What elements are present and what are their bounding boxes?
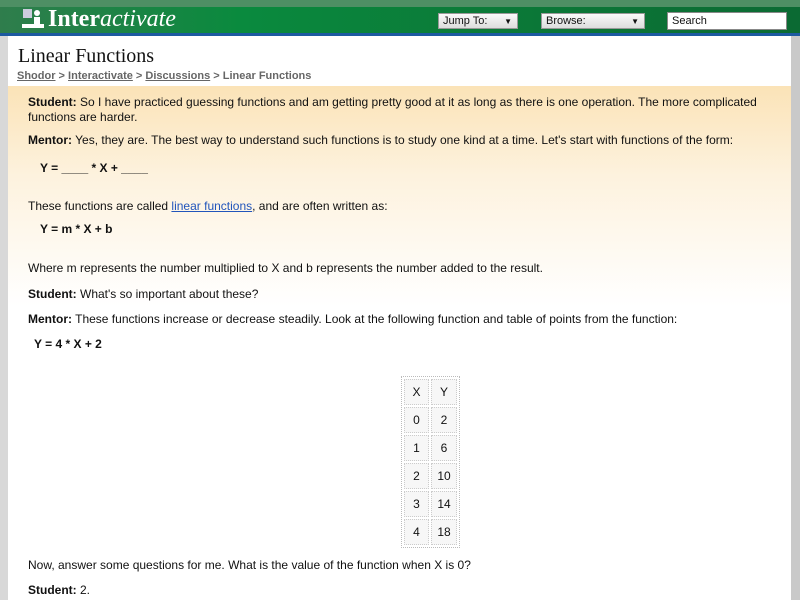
breadcrumb-interactivate[interactable]: Interactivate [68, 70, 133, 82]
explanation-text: Where m represents the number multiplied to X and b represents the number added to the result. [28, 261, 543, 275]
table-header-row [404, 379, 457, 405]
linear-text [28, 199, 778, 214]
jump-to-select[interactable] [438, 13, 518, 29]
cell-y: 6 [431, 435, 457, 461]
jump-to-label: Jump To: [443, 15, 488, 27]
message-text: What's so important about these? [80, 287, 259, 301]
interactivate-logo[interactable] [22, 6, 176, 32]
linear-functions-link[interactable]: linear functions [171, 199, 253, 213]
student-message [28, 583, 778, 598]
page-title: Linear Functions [18, 45, 155, 67]
breadcrumb-discussions[interactable]: Discussions [145, 70, 211, 82]
breadcrumb: Shodor > Interactivate > Discussions > Linear Functions [17, 70, 312, 82]
scrollbar[interactable] [791, 0, 800, 600]
browse-select[interactable] [541, 13, 645, 29]
message-text: These functions increase or decrease steadily. Look at the following function and table of points from the function: [75, 312, 678, 326]
message-text: 2. [80, 583, 91, 597]
student-message [28, 287, 778, 302]
cell-y: 18 [431, 519, 457, 545]
reader-icon [22, 8, 44, 30]
formula-example: Y = 4 * X + 2 [34, 337, 102, 351]
text: , and are often written as: [252, 199, 388, 213]
header-y: Y [431, 379, 457, 405]
cell-y: 10 [431, 463, 457, 489]
formula-general: Y = m * X + b [40, 222, 113, 236]
student-message [28, 95, 778, 125]
logo-text-bold: Inter [48, 6, 100, 32]
speaker: Student: [28, 287, 77, 301]
message-text: Yes, they are. The best way to understand such functions is to study one kind at a time. Let's start with functions of the form: [75, 133, 734, 147]
breadcrumb-current: Linear Functions [222, 70, 312, 82]
table-row [404, 463, 457, 489]
text: These functions are called [28, 199, 172, 213]
cell-x: 2 [404, 463, 429, 489]
site-header [0, 0, 800, 36]
cell-x: 0 [404, 407, 429, 433]
breadcrumb-shodor[interactable]: Shodor [17, 70, 56, 82]
dropdown-arrow-icon: ▼ [631, 17, 639, 26]
cell-x: 3 [404, 491, 429, 517]
formula-form: Y = ____ * X + ____ [40, 161, 148, 175]
cell-y: 2 [431, 407, 457, 433]
question-text: Now, answer some questions for me. What is the value of the function when X is 0? [28, 558, 471, 572]
speaker: Mentor: [28, 312, 72, 326]
table-row [404, 491, 457, 517]
search-input[interactable]: Search [667, 12, 787, 30]
cell-x: 4 [404, 519, 429, 545]
points-table [401, 376, 460, 548]
table-row [404, 519, 457, 545]
dropdown-arrow-icon: ▼ [504, 17, 512, 26]
speaker: Mentor: [28, 133, 72, 147]
header-x: X [404, 379, 429, 405]
cell-y: 14 [431, 491, 457, 517]
cell-x: 1 [404, 435, 429, 461]
mentor-message [28, 312, 778, 327]
message-text: So I have practiced guessing functions and am getting pretty good at it as long as there is one operation. The more complicated functions are harder. [28, 95, 757, 124]
speaker: Student: [28, 95, 77, 109]
logo-text-italic: activate [99, 6, 176, 32]
table-row [404, 435, 457, 461]
speaker: Student: [28, 583, 77, 597]
discussion-content [8, 86, 791, 600]
browse-label: Browse: [546, 15, 586, 27]
table-row [404, 407, 457, 433]
mentor-message [28, 133, 778, 148]
